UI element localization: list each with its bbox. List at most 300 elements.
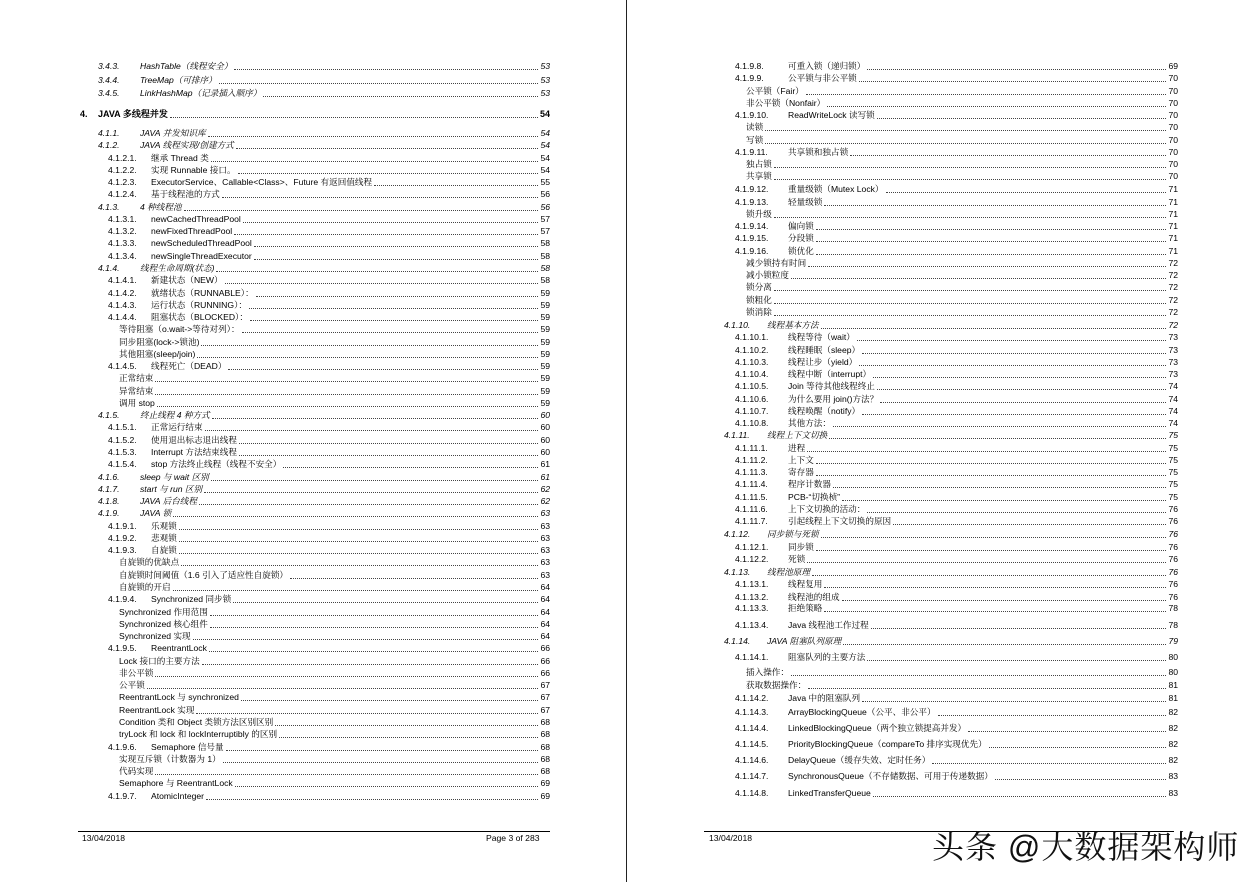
toc-dot-leader (877, 118, 1167, 119)
toc-dot-leader (774, 290, 1167, 291)
toc-entry[interactable] (0, 348, 550, 360)
toc-entry[interactable] (0, 777, 550, 789)
toc-entry-page-number: 58 (540, 238, 550, 249)
toc-entry-number: 4.1.14.2. (735, 693, 769, 703)
toc-entry[interactable] (629, 405, 1178, 417)
toc-entry[interactable] (0, 532, 550, 544)
toc-entry-number: 4.1.3.3. (108, 238, 137, 249)
toc-dot-leader (184, 210, 539, 211)
toc-entry[interactable] (629, 294, 1178, 306)
toc-entry-number: 4.1.10.4. (735, 369, 769, 380)
toc-entry[interactable] (0, 299, 550, 311)
toc-entry[interactable] (629, 368, 1178, 380)
toc-entry-page-number: 78 (1168, 603, 1178, 613)
toc-entry[interactable] (629, 158, 1178, 170)
toc-entry[interactable] (0, 336, 550, 348)
toc-entry-title: 非公平锁 (119, 667, 154, 678)
toc-entry-page-number: 62 (540, 483, 550, 494)
toc-entry[interactable] (0, 60, 550, 72)
toc-entry[interactable] (0, 385, 550, 397)
toc-entry-page-number: 78 (1168, 620, 1178, 630)
toc-entry-page-number: 80 (1168, 667, 1178, 677)
toc-entry-title: 调用 stop (119, 397, 155, 408)
toc-entry[interactable] (629, 232, 1178, 244)
toc-dot-leader (239, 443, 538, 444)
toc-entry[interactable] (629, 503, 1178, 515)
toc-entry-title: 阻塞状态（BLOCKED）： (151, 312, 248, 323)
toc-entry-title: 使用退出标志退出线程 (151, 434, 237, 445)
toc-dot-leader (279, 737, 538, 738)
toc-entry[interactable] (0, 593, 550, 605)
toc-entry-page-number: 62 (540, 496, 550, 507)
toc-entry-page-number: 68 (540, 753, 550, 764)
toc-entry-number: 4.1.5.3. (108, 447, 137, 458)
toc-entry-page-number: 83 (1168, 788, 1178, 798)
toc-entry[interactable] (629, 787, 1178, 799)
toc-entry-page-number: 82 (1168, 739, 1178, 749)
toc-dot-leader (374, 185, 538, 186)
toc-dot-leader (233, 602, 538, 603)
toc-entry-number: 4.1.4.5. (108, 361, 137, 372)
toc-entry-page-number: 71 (1168, 208, 1178, 219)
toc-entry-page-number: 59 (540, 312, 550, 323)
toc-entry-title: 获取数据操作： (746, 680, 807, 690)
toc-entry-page-number: 58 (540, 250, 550, 261)
toc-entry-page-number: 76 (1168, 529, 1178, 540)
toc-dot-leader (241, 700, 539, 701)
toc-entry[interactable] (629, 454, 1178, 466)
toc-entry-page-number: 63 (540, 508, 550, 519)
toc-entry[interactable] (0, 164, 550, 176)
toc-entry[interactable] (629, 591, 1178, 603)
toc-dot-leader (235, 786, 539, 787)
toc-entry[interactable] (0, 287, 550, 299)
toc-entry-title: 写锁 (746, 134, 764, 145)
toc-entry-page-number: 54 (540, 164, 550, 175)
toc-entry-title: 线程死亡（DEAD） (151, 361, 227, 372)
toc-entry[interactable] (0, 274, 550, 286)
toc-entry-title: 轻量级锁 (788, 196, 823, 207)
toc-entry[interactable] (0, 397, 550, 409)
toc-entry[interactable] (629, 541, 1178, 553)
toc-entry-number: 3.4.3. (98, 61, 120, 71)
toc-entry-title: Lock 接口的主要方法 (119, 655, 200, 666)
toc-entry-title: 其他阻塞(sleep/join) (119, 348, 196, 359)
toc-entry-page-number: 57 (540, 213, 550, 224)
toc-entry-page-number: 59 (540, 361, 550, 372)
toc-entry-number: 4.1.10.6. (735, 393, 769, 404)
toc-entry-page-number: 73 (1168, 344, 1178, 355)
toc-entry[interactable] (629, 72, 1178, 84)
toc-dot-leader (179, 553, 539, 554)
toc-entry-title: Semaphore 与 ReentrantLock (119, 778, 233, 789)
toc-entry-title: AtomicInteger (151, 790, 205, 801)
toc-entry[interactable] (629, 666, 1178, 678)
toc-dot-leader (211, 161, 539, 162)
toc-entry-number: 4.1.9.2. (108, 532, 137, 543)
toc-entry[interactable] (0, 139, 550, 151)
toc-entry-page-number: 80 (1168, 652, 1178, 662)
toc-entry-page-number: 73 (1168, 332, 1178, 343)
toc-entry-page-number: 61 (540, 459, 550, 470)
toc-entry-title: 插入操作： (746, 667, 789, 677)
toc-entry-title: LinkedBlockingQueue（两个独立锁提高并发） (788, 723, 967, 733)
toc-entry-number: 4.1.8. (98, 496, 120, 507)
toc-entry[interactable] (0, 520, 550, 532)
toc-entry[interactable] (0, 250, 550, 262)
toc-dot-leader (249, 308, 538, 309)
toc-dot-leader (173, 516, 538, 517)
toc-entry[interactable] (629, 466, 1178, 478)
toc-dot-leader (808, 688, 1166, 689)
toc-entry[interactable] (0, 434, 550, 446)
toc-entry[interactable] (629, 553, 1178, 565)
toc-entry[interactable] (0, 483, 550, 495)
toc-entry-number: 4.1.14.3. (735, 707, 769, 717)
toc-entry-title: 代码实现 (119, 766, 154, 777)
toc-entry[interactable] (0, 262, 550, 274)
toc-dot-leader (155, 774, 538, 775)
toc-entry-title: 悲观锁 (151, 532, 177, 543)
toc-entry-title: 非公平锁（Nonfair） (746, 97, 826, 108)
toc-entry[interactable] (629, 651, 1178, 663)
toc-dot-leader (223, 762, 539, 763)
toc-entry[interactable] (0, 741, 550, 753)
toc-entry-page-number: 63 (540, 520, 550, 531)
toc-entry[interactable] (629, 97, 1178, 109)
toc-entry-title: 自旋锁的开启 (119, 581, 171, 592)
toc-entry-page-number: 75 (1168, 479, 1178, 490)
toc-entry-number: 4.1.4. (98, 262, 120, 273)
toc-entry-title: HashTable（线程安全） (140, 61, 233, 71)
toc-entry-number: 4.1.2.4. (108, 189, 137, 200)
toc-entry-page-number: 59 (540, 336, 550, 347)
toc-entry[interactable] (0, 704, 550, 716)
toc-entry-title: 上下文 (788, 454, 814, 465)
toc-entry[interactable] (629, 754, 1178, 766)
toc-entry-title: DelayQueue（缓存失效、定时任务） (788, 755, 931, 765)
toc-entry[interactable] (629, 281, 1178, 293)
toc-entry[interactable] (629, 380, 1178, 392)
toc-dot-leader (812, 575, 1166, 576)
toc-dot-leader (196, 713, 538, 714)
toc-entry[interactable] (0, 458, 550, 470)
toc-entry-title: 自旋锁的优缺点 (119, 557, 180, 568)
toc-entry[interactable] (629, 393, 1178, 405)
toc-dot-leader (824, 205, 1166, 206)
toc-entry[interactable] (629, 602, 1178, 614)
toc-dot-leader (147, 688, 539, 689)
toc-entry[interactable] (0, 691, 550, 703)
toc-dot-leader (862, 701, 1166, 702)
toc-entry[interactable] (629, 478, 1178, 490)
toc-dot-leader (157, 406, 539, 407)
toc-entry[interactable] (0, 311, 550, 323)
toc-dot-leader (886, 192, 1167, 193)
toc-dot-leader (234, 69, 538, 70)
toc-entry[interactable] (0, 679, 550, 691)
toc-dot-leader (824, 611, 1166, 612)
toc-entry[interactable] (629, 429, 1178, 441)
toc-entry[interactable] (0, 323, 550, 335)
toc-entry-title: stop 方法终止线程（线程不安全） (151, 459, 282, 470)
toc-entry[interactable] (629, 85, 1178, 97)
toc-entry-page-number: 72 (1168, 282, 1178, 293)
toc-entry-title: 寄存器 (788, 467, 814, 478)
toc-entry[interactable] (0, 581, 550, 593)
toc-entry[interactable] (629, 183, 1178, 195)
toc-entry[interactable] (629, 417, 1178, 429)
toc-entry[interactable] (0, 569, 550, 581)
toc-dot-leader (873, 377, 1166, 378)
toc-entry[interactable] (629, 770, 1178, 782)
toc-entry[interactable] (629, 566, 1178, 578)
toc-entry-title: sleep 与 wait 区别 (140, 471, 209, 482)
toc-dot-leader (211, 480, 539, 481)
toc-entry-page-number: 66 (540, 643, 550, 654)
toc-entry[interactable] (629, 257, 1178, 269)
toc-entry-title: 锁粗化 (746, 294, 772, 305)
toc-entry-number: 4.1.12. (724, 529, 751, 540)
toc-entry[interactable] (629, 722, 1178, 734)
toc-entry[interactable] (629, 331, 1178, 343)
toc-entry-title: 线程基本方法 (767, 320, 819, 331)
toc-entry[interactable] (0, 630, 550, 642)
toc-entry[interactable] (0, 127, 550, 139)
toc-entry-number: 4.1.14.1. (735, 652, 769, 662)
toc-dot-leader (833, 487, 1166, 488)
toc-dot-leader (209, 651, 539, 652)
toc-entry-page-number: 57 (540, 226, 550, 237)
toc-entry-title: JAVA 阻塞队列原理 (767, 636, 842, 646)
toc-entry[interactable] (629, 679, 1178, 691)
toc-entry-page-number: 64 (540, 594, 550, 605)
toc-entry[interactable] (629, 60, 1178, 72)
toc-entry-title: 实现 Runnable 接口。 (151, 164, 236, 175)
toc-entry[interactable] (629, 635, 1178, 647)
toc-entry-number: 4.1.9.11. (735, 146, 768, 157)
toc-entry-number: 4.1.11.1. (735, 442, 768, 453)
toc-entry[interactable] (0, 618, 550, 630)
toc-dot-leader (181, 565, 538, 566)
toc-entry-title: 公平锁 (119, 680, 145, 691)
toc-entry-title: 分段锁 (788, 233, 814, 244)
toc-entry-page-number: 60 (540, 422, 550, 433)
page-divider (626, 0, 627, 882)
toc-entry-title: Semaphore 信号量 (151, 741, 224, 752)
toc-entry[interactable] (0, 507, 550, 519)
toc-entry[interactable] (629, 170, 1178, 182)
toc-dot-leader (228, 369, 538, 370)
toc-dot-leader (807, 451, 1166, 452)
toc-entry-page-number: 54 (539, 109, 550, 119)
toc-entry[interactable] (0, 753, 550, 765)
toc-dot-leader (201, 345, 538, 346)
toc-entry-number: 4.1.13.3. (735, 603, 769, 613)
toc-entry-title: 线程唤醒（notify） (788, 405, 861, 416)
toc-dot-leader (862, 353, 1166, 354)
toc-entry-title: Synchronized 核心组件 (119, 618, 208, 629)
toc-entry[interactable] (0, 201, 550, 213)
toc-entry-number: 4.1.10.8. (735, 418, 769, 429)
toc-entry-number: 4.1.9.6. (108, 741, 137, 752)
toc-entry-page-number: 81 (1168, 680, 1178, 690)
toc-entry-title: 公平锁（Fair） (746, 85, 804, 96)
toc-entry-page-number: 70 (1168, 85, 1178, 96)
toc-dot-leader (867, 69, 1166, 70)
toc-entry-page-number: 66 (540, 667, 550, 678)
toc-entry[interactable] (0, 790, 550, 802)
toc-dot-leader (807, 562, 1166, 563)
toc-entry-page-number: 68 (540, 716, 550, 727)
toc-entry[interactable] (629, 491, 1178, 503)
toc-entry[interactable] (0, 421, 550, 433)
toc-entry-page-number: 59 (540, 373, 550, 384)
toc-entry-page-number: 64 (540, 631, 550, 642)
toc-entry-page-number: 75 (1168, 442, 1178, 453)
toc-entry-number: 4.1.9.16. (735, 245, 769, 256)
toc-entry-page-number: 59 (540, 385, 550, 396)
toc-dot-leader (236, 148, 539, 149)
toc-entry[interactable] (0, 213, 550, 225)
toc-entry-title: JAVA 多线程并发 (98, 109, 168, 119)
toc-entry[interactable] (0, 237, 550, 249)
toc-entry[interactable] (0, 471, 550, 483)
toc-entry[interactable] (0, 188, 550, 200)
toc-entry-page-number: 54 (540, 128, 550, 138)
toc-entry-page-number: 60 (540, 434, 550, 445)
toc-entry-number: 4.1.13.1. (735, 579, 769, 590)
toc-entry-page-number: 67 (540, 704, 550, 715)
toc-entry-title: 其他方法： (788, 418, 831, 429)
toc-entry[interactable] (0, 108, 550, 120)
toc-entry[interactable] (629, 528, 1178, 540)
toc-entry[interactable] (629, 121, 1178, 133)
toc-entry[interactable] (0, 360, 550, 372)
toc-entry-number: 4.1.4.1. (108, 275, 137, 286)
toc-entry[interactable] (629, 706, 1178, 718)
toc-entry[interactable] (629, 269, 1178, 281)
toc-entry[interactable] (629, 344, 1178, 356)
toc-entry-title: 终止线程 4 种方式 (140, 410, 210, 421)
toc-entry-page-number: 68 (540, 741, 550, 752)
toc-dot-leader (867, 660, 1166, 661)
toc-entry-page-number: 76 (1168, 503, 1178, 514)
toc-entry[interactable] (629, 692, 1178, 704)
toc-entry-number: 3.4.5. (98, 88, 120, 98)
toc-entry-title: 可重入锁（递归锁） (788, 61, 866, 71)
toc-entry-number: 4.1.3.4. (108, 250, 137, 261)
toc-entry[interactable] (629, 134, 1178, 146)
toc-entry[interactable] (0, 409, 550, 421)
toc-entry[interactable] (629, 109, 1178, 121)
toc-entry[interactable] (0, 667, 550, 679)
toc-entry[interactable] (0, 176, 550, 188)
toc-entry-page-number: 70 (1168, 122, 1178, 133)
toc-entry-number: 4.1.13.2. (735, 591, 769, 602)
toc-entry-title: Condition 类和 Object 类锁方法区别区别 (119, 716, 274, 727)
toc-entry[interactable] (0, 642, 550, 654)
toc-entry-number: 4.1.7. (98, 483, 120, 494)
toc-entry-title: 锁分离 (746, 282, 772, 293)
toc-entry[interactable] (629, 146, 1178, 158)
left-footer-rule (78, 831, 550, 832)
toc-entry[interactable] (0, 87, 550, 99)
toc-entry[interactable] (0, 372, 550, 384)
toc-entry[interactable] (0, 716, 550, 728)
toc-entry[interactable] (0, 544, 550, 556)
toc-dot-leader (202, 664, 539, 665)
toc-entry[interactable] (0, 152, 550, 164)
toc-entry[interactable] (0, 495, 550, 507)
toc-entry[interactable] (629, 319, 1178, 331)
toc-entry[interactable] (629, 196, 1178, 208)
toc-entry-page-number: 76 (1168, 579, 1178, 590)
toc-entry-number: 4.1.9.15. (735, 233, 769, 244)
toc-entry-title: 自旋锁时间阈值（1.6 引入了适应性自旋锁） (119, 569, 289, 580)
toc-entry[interactable] (629, 208, 1178, 220)
toc-dot-leader (205, 430, 539, 431)
toc-entry-number: 4.1.9.1. (108, 520, 137, 531)
toc-entry[interactable] (629, 220, 1178, 232)
toc-entry-number: 4.1.9.4. (108, 594, 137, 605)
toc-entry-number: 4.1.9.10. (735, 110, 769, 120)
toc-entry[interactable] (629, 738, 1178, 750)
toc-entry[interactable] (0, 728, 550, 740)
toc-entry-number: 4.1.2.2. (108, 164, 137, 175)
toc-entry-title: ReentrantLock (151, 643, 207, 654)
toc-entry-title: 阻塞队列的主要方法 (788, 652, 866, 662)
toc-entry-number: 4.1.3.1. (108, 213, 137, 224)
toc-entry-title: 独占锁 (746, 159, 772, 169)
toc-dot-leader (829, 438, 1166, 439)
toc-entry-page-number: 72 (1168, 320, 1178, 331)
toc-entry[interactable] (629, 619, 1178, 631)
toc-dot-leader (254, 259, 539, 260)
toc-entry[interactable] (0, 606, 550, 618)
toc-entry-title: tryLock 和 lock 和 lockInterruptibly 的区别 (119, 729, 278, 740)
toc-entry[interactable] (0, 74, 550, 86)
toc-entry-page-number: 70 (1168, 110, 1178, 120)
toc-entry-page-number: 58 (540, 275, 550, 286)
toc-entry[interactable] (629, 356, 1178, 368)
toc-entry-title: 正常运行结束 (151, 422, 203, 433)
toc-entry[interactable] (629, 578, 1178, 590)
toc-entry[interactable] (629, 515, 1178, 527)
toc-entry[interactable] (629, 442, 1178, 454)
toc-dot-leader (808, 266, 1166, 267)
toc-entry-page-number: 63 (540, 545, 550, 556)
toc-entry[interactable] (0, 556, 550, 568)
toc-entry-number: 4.1.14.7. (735, 771, 769, 781)
toc-entry[interactable] (0, 655, 550, 667)
toc-entry-title: 共享锁和独占锁 (788, 146, 849, 157)
toc-entry[interactable] (629, 245, 1178, 257)
toc-entry[interactable] (629, 306, 1178, 318)
toc-dot-leader (893, 524, 1166, 525)
toc-dot-leader (816, 254, 1167, 255)
toc-entry-title: ReentrantLock 实现 (119, 704, 195, 715)
toc-entry-title: 线程等待（wait） (788, 332, 855, 343)
toc-entry-title: 重量级锁（Mutex Lock） (788, 184, 884, 195)
toc-dot-leader (859, 365, 1166, 366)
toc-entry-number: 4.1.2.1. (108, 152, 137, 163)
toc-entry[interactable] (0, 765, 550, 777)
toc-entry[interactable] (0, 225, 550, 237)
toc-entry-number: 4.1.11. (724, 430, 750, 441)
toc-entry-title: Java 中的阻塞队列 (788, 693, 861, 703)
toc-entry[interactable] (0, 446, 550, 458)
